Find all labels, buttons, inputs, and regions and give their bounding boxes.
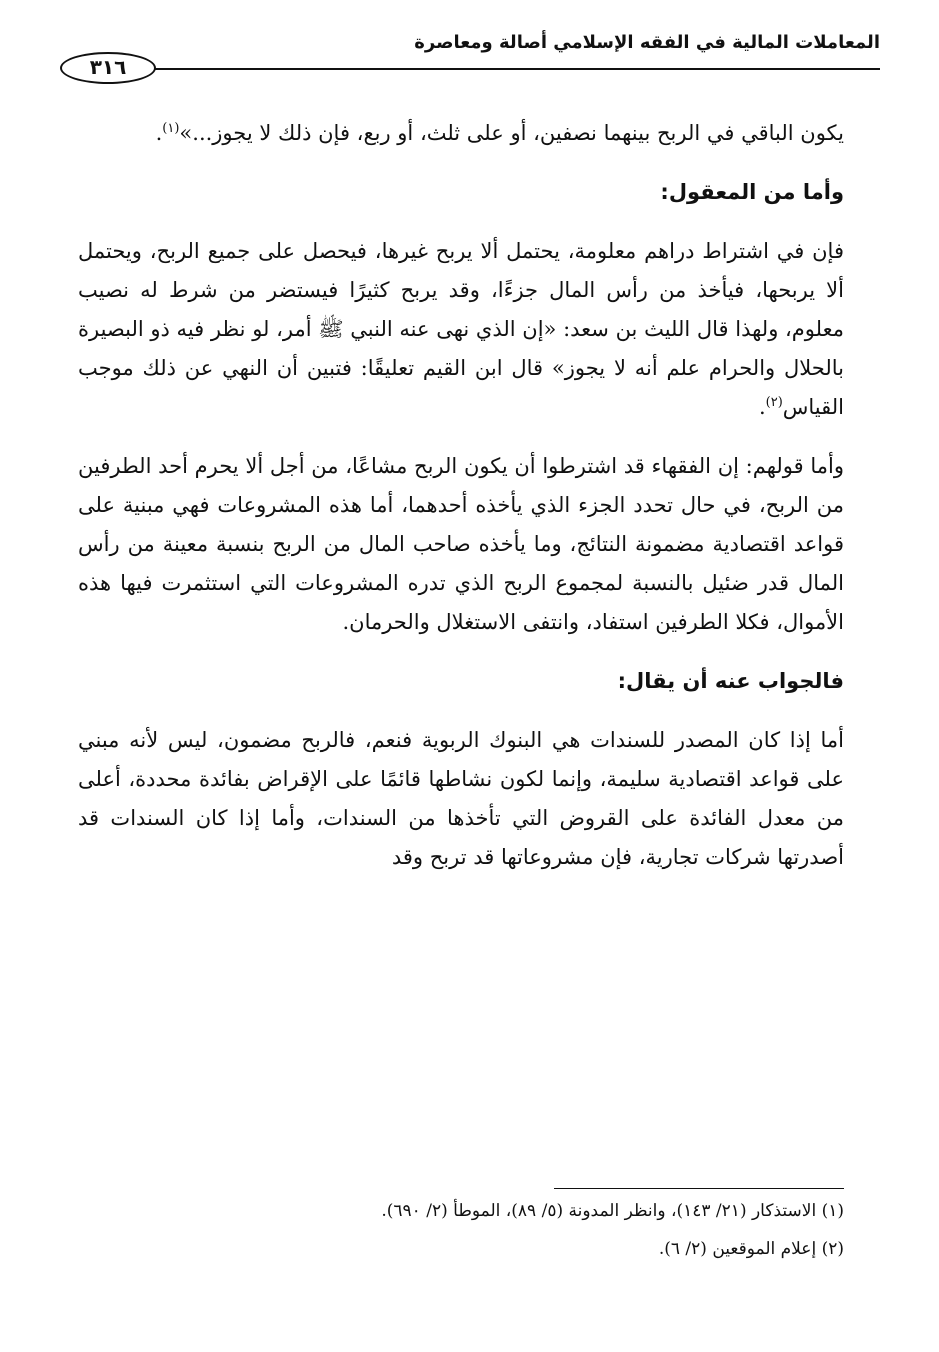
paragraph-4: أما إذا كان المصدر للسندات هي البنوك الربوية فنعم، فالربح مضمون، ليس لأنه مبني على قواعد اقتصادية سليمة، وإنما لكون نشاطها قائمًا على الإقراض بفائدة محددة، أعلى من معدل الفائدة على القروض التي تأخذها من السندات، وأما إذا كان السندات قد أصدرتها شركات تجارية، فإن مشروعاتها قد تربح وقد (78, 728, 844, 869)
footnote-2: (٢) إعلام الموقعين (٢/ ٦). (658, 1239, 844, 1259)
paragraph-1 (78, 114, 844, 153)
paragraph-2-end: . (758, 395, 766, 419)
footnotes (78, 1188, 844, 1265)
running-title: المعاملات المالية في الفقه الإسلامي أصالة ومعاصرة (414, 32, 880, 53)
footnote-ref-1: (١) (162, 121, 180, 136)
paragraph-3: وأما قولهم: إن الفقهاء قد اشترطوا أن يكون الربح مشاعًا، من أجل ألا يحرم أحد الطرفين من الربح، في حال تحدد الجزء الذي يأخذه أحدهما، أما هذه المشروعات فهي مبنية على قواعد اقتصادية مضمونة النتائج، وما يأخذه صاحب المال من الربح بنسبة معينة من رأس المال قدر ضئيل بالنسبة لمجموع الربح الذي تدره المشروعات التي استثمرت فيها هذه الأموال، فكلا الطرفين استفاد، وانتفى الاستغلال والحرمان. (78, 454, 844, 634)
page-number: ٣١٦ (60, 52, 156, 84)
header-rule (150, 68, 880, 70)
footnote-rule (554, 1188, 844, 1189)
paragraph-2-text: فإن في اشتراط دراهم معلومة، يحتمل ألا يربح غيرها، فيحصل على جميع الربح، ويحتمل ألا يربحها، فيأخذ من رأس المال جزءًا، وقد يربح كثيرًا فيستضر من شرط له نصيب معلوم، ولهذا قال الليث بن سعد: «إن الذي نهى عنه النبي ﷺ أمر، لو نظر فيه ذو البصيرة بالحلال والحرام علم أنه لا يجوز» قال ابن القيم تعليقًا: فتبين أن النهي عن ذلك موجب القياس (78, 239, 844, 419)
section-heading-1: وأما من المعقول: (660, 180, 844, 204)
footnote-ref-2: (٢) (765, 395, 783, 410)
paragraph-1-end: . (155, 121, 163, 145)
paragraph-1-text: يكون الباقي في الربح بينهما نصفين، أو على ثلث، أو ربع، فإن ذلك لا يجوز...» (179, 121, 844, 145)
paragraph-2 (78, 232, 844, 427)
section-heading-2: فالجواب عنه أن يقال: (617, 669, 844, 693)
main-text (78, 114, 844, 897)
footnote-1: (١) الاستذكار (٢١/ ١٤٣)، وانظر المدونة (٥/ ٨٩)، الموطأ (٢/ ٦٩٠). (381, 1201, 844, 1221)
page-header (60, 28, 880, 88)
